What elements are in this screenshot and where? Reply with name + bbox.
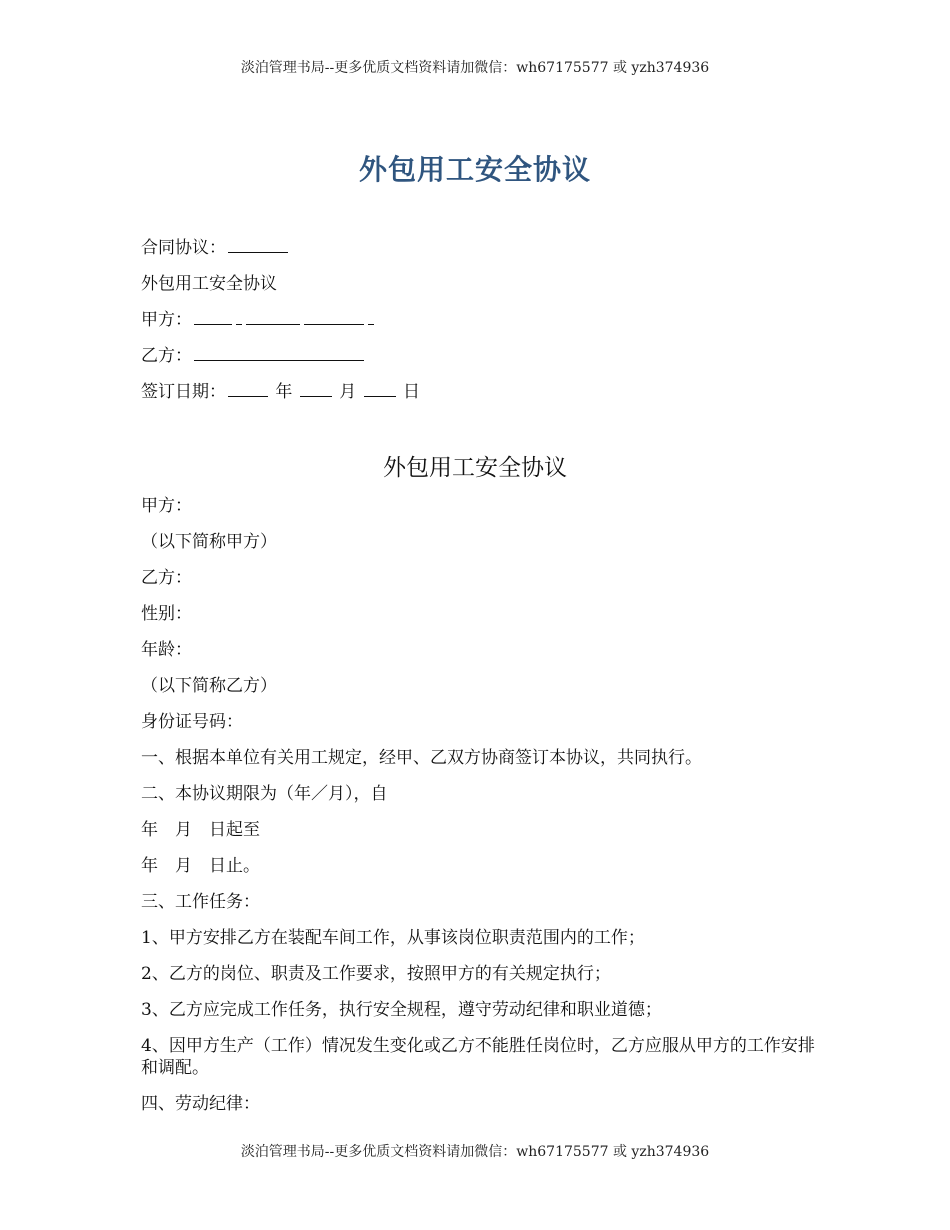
- section-title: 外包用工安全协议: [383, 455, 567, 481]
- paragraph: 3、乙方应完成工作任务，执行安全规程，遵守劳动纪律和职业道德；: [141, 1000, 662, 1020]
- agreement-name: 外包用工安全协议: [141, 274, 277, 294]
- page-header: 淡泊管理书局--更多优质文档资料请加微信：wh67175577 或 yzh374936: [240, 60, 710, 76]
- day-blank: [364, 380, 396, 397]
- paragraph: 2、乙方的岗位、职责及工作要求，按照甲方的有关规定执行；: [141, 964, 611, 984]
- party-a-blank: [236, 308, 242, 325]
- contract-number-line: [141, 234, 821, 270]
- contract-number-blank: [228, 236, 288, 253]
- paragraph: 乙方：: [141, 568, 192, 588]
- agreement-body: [141, 492, 821, 1126]
- agreement-name-line: [141, 270, 821, 306]
- paragraph: 二、本协议期限为（年／月），自: [141, 784, 388, 804]
- sign-date-label: 签订日期：: [141, 382, 226, 402]
- contract-meta-block: [141, 234, 821, 414]
- paragraph: 年 月 日起至: [141, 820, 260, 840]
- contract-label: 合同协议：: [141, 238, 226, 258]
- paragraph: 一、根据本单位有关用工规定，经甲、乙双方协商签订本协议，共同执行。: [141, 748, 702, 768]
- paragraph: 四、劳动纪律：: [141, 1094, 260, 1114]
- paragraph: 4、因甲方生产（工作）情况发生变化或乙方不能胜任岗位时，乙方应服从甲方的工作安排和调配。: [141, 1036, 815, 1078]
- party-a-blank: [304, 308, 364, 325]
- party-a-blank: [194, 308, 232, 325]
- year-label: 年: [275, 382, 293, 402]
- day-label: 日: [403, 382, 421, 402]
- paragraph: 年 月 日止。: [141, 856, 260, 876]
- party-b-blank: [194, 344, 364, 361]
- paragraph: （以下简称乙方）: [141, 676, 277, 696]
- paragraph: 1、甲方安排乙方在装配车间工作，从事该岗位职责范围内的工作；: [141, 928, 645, 948]
- paragraph: 性别：: [141, 604, 192, 624]
- paragraph: 甲方：: [141, 496, 192, 516]
- sign-date-line: [141, 378, 821, 414]
- paragraph: 三、工作任务：: [141, 892, 260, 912]
- party-a-line: [141, 306, 821, 342]
- month-label: 月: [339, 382, 357, 402]
- party-a-blank: [246, 308, 300, 325]
- document-title: 外包用工安全协议: [358, 153, 591, 186]
- paragraph: 身份证号码：: [141, 712, 243, 732]
- page-footer: 淡泊管理书局--更多优质文档资料请加微信：wh67175577 或 yzh374936: [240, 1144, 710, 1160]
- party-b-line: [141, 342, 821, 378]
- month-blank: [300, 380, 332, 397]
- paragraph: 年龄：: [141, 640, 192, 660]
- year-blank: [228, 380, 268, 397]
- party-b-label: 乙方：: [141, 346, 192, 366]
- paragraph: （以下简称甲方）: [141, 532, 277, 552]
- party-a-blank: [368, 308, 374, 325]
- party-a-label: 甲方：: [141, 310, 192, 330]
